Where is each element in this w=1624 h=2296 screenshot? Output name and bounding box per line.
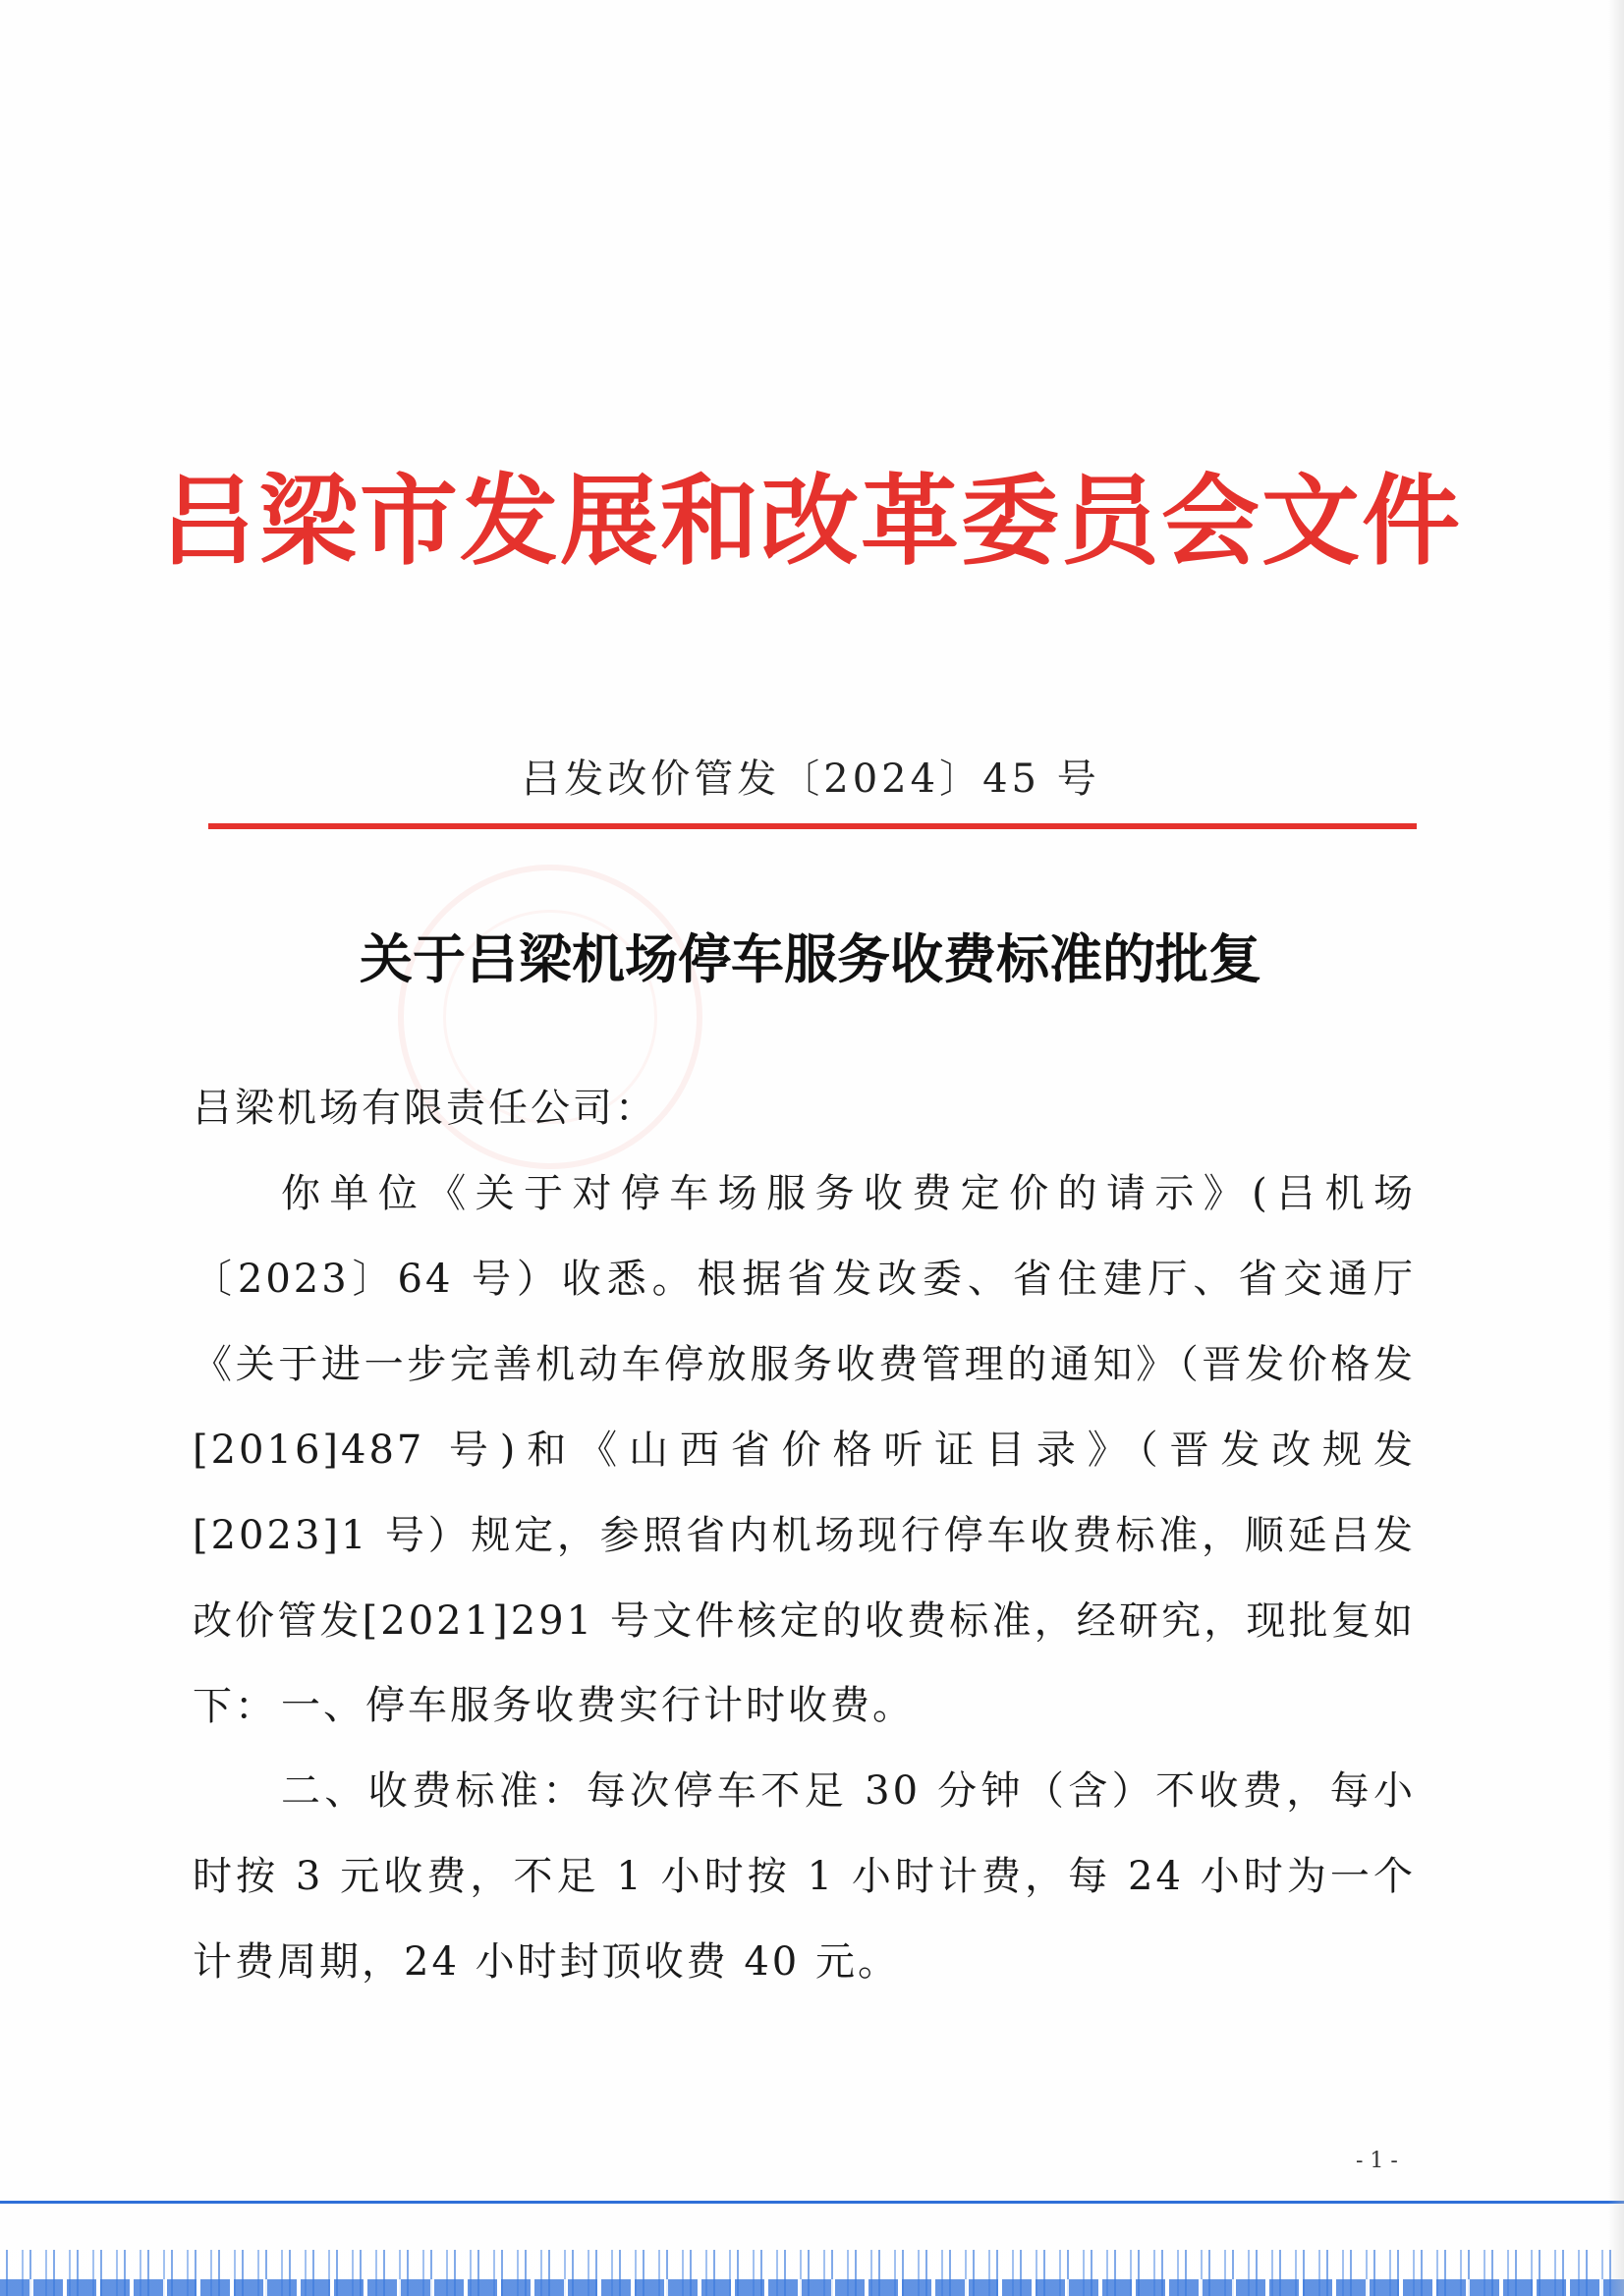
document-title: 关于吕梁机场停车服务收费标准的批复 (360, 927, 1261, 990)
page-number: - 1 - (1356, 2149, 1398, 2173)
page-edge-shadow (1608, 0, 1624, 2296)
document-number: 吕发改价管发〔2024〕45 号 (521, 756, 1100, 802)
masthead-red-divider (208, 823, 1417, 829)
document-masthead: 吕梁市发展和改革委员会文件 (159, 463, 1462, 579)
scan-artifact-band-bottom (0, 2279, 1624, 2296)
body-paragraph-1: 你单位《关于对停车场服务收费定价的请示》(吕机场〔2023〕64 号）收悉。根据省发改委、省住建厅、省交通厅《关于进一步完善机动车停放服务收费管理的通知》（晋发价格发[2016]487 号)和《山西省价格听证目录》（晋发改规发[2023]1 号）规定，参照省内机场现行停车收费标准，顺延吕发改价管发[2021]291 号文件核定的收费标准，经研究，现批复如下： (193, 1171, 1416, 1729)
scan-artifact-line (0, 2201, 1624, 2204)
body-paragraph-3: 二、收费标准：每次停车不足 30 分钟（含）不收费，每小时按 3 元收费，不足 1 小时按 1 小时计费，每 24 小时为一个计费周期，24 小时封顶收费 40 元。 (193, 1768, 1416, 1985)
body-paragraph-2: 一、停车服务收费实行计时收费。 (281, 1683, 915, 1728)
addressee: 吕梁机场有限责任公司： (193, 1086, 657, 1131)
